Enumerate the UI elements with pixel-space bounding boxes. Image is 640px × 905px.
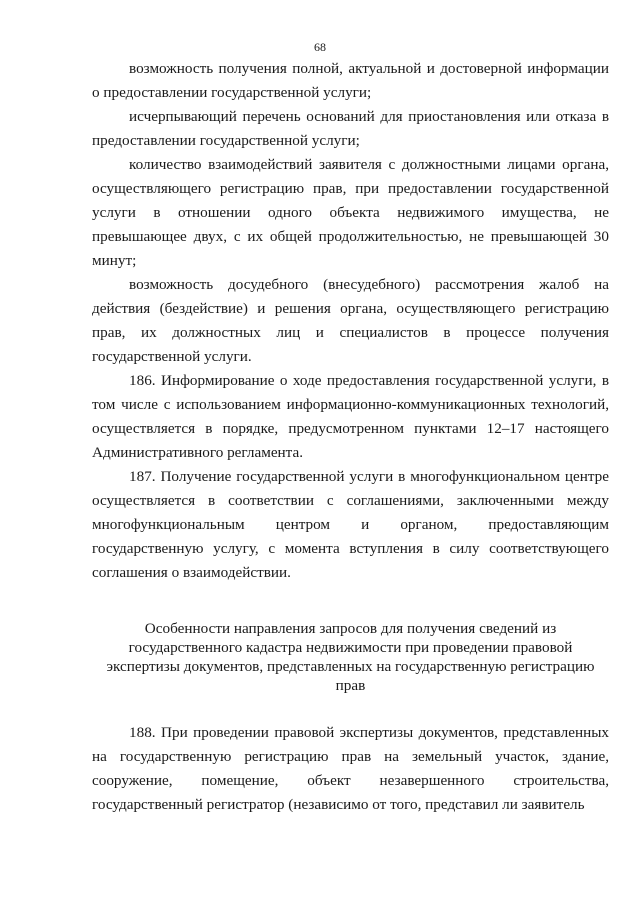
paragraph-information-availability: возможность получения полной, актуальной и достоверной информации о предоставлении государственной услуги; (92, 60, 609, 101)
paragraph-grounds-list: исчерпывающий перечень оснований для приостановления или отказа в предоставлении государственной услуги; (92, 108, 609, 149)
paragraph-interaction-count: количество взаимодействий заявителя с должностными лицами органа, осуществляющего регистрацию прав, при предоставлении государственной услуги в отношении одного объекта недвижимого имущества, не превышающее двух, с их общей продолжительностью, не превышающей 30 минут; (92, 156, 609, 269)
paragraph-186: 186. Информирование о ходе предоставления государственной услуги, в том числе с использованием информационно-коммуникационных технологий, осуществляется в порядке, предусмотренном пунктами 12–17 настоящего Административного регламента. (92, 372, 609, 461)
page-number: 68 (314, 40, 326, 54)
section-heading: Особенности направления запросов для получения сведений из государственного кадастра недвижимости при проведении правовой экспертизы документов, представленных на государственную регистрацию прав (106, 620, 595, 694)
document-body (92, 57, 609, 817)
paragraph-188: 188. При проведении правовой экспертизы документов, представленных на государственную регистрацию прав на земельный участок, здание, сооружение, помещение, объект незавершенного строительства, государственный регистратор (независимо от того, представил ли заявитель (92, 724, 609, 813)
paragraph-pretrial-appeal: возможность досудебного (внесудебного) рассмотрения жалоб на действия (бездействие) и решения органа, осуществляющего регистрацию прав, их должностных лиц и специалистов в процессе получения государственной услуги. (92, 276, 609, 365)
paragraph-187: 187. Получение государственной услуги в многофункциональном центре осуществляется в соответствии с соглашениями, заключенными между многофункциональным центром и органом, предоставляющим государственную услугу, с момента вступления в силу соответствующего соглашения о взаимодействии. (92, 468, 609, 581)
